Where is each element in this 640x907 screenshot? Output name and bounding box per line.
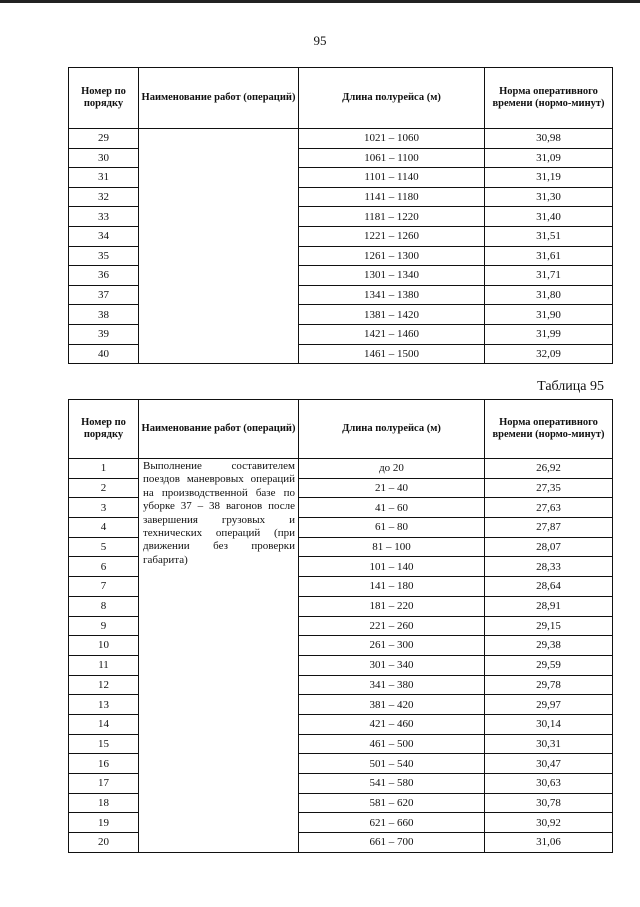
half-run-length: 581 – 620 — [299, 793, 485, 813]
time-norm: 29,38 — [485, 636, 613, 656]
row-number: 33 — [69, 207, 139, 227]
time-norm: 27,87 — [485, 518, 613, 538]
row-number: 6 — [69, 557, 139, 577]
row-number: 40 — [69, 344, 139, 364]
time-norm: 31,40 — [485, 207, 613, 227]
time-norm: 31,90 — [485, 305, 613, 325]
time-norm: 26,92 — [485, 459, 613, 479]
page-number: 95 — [313, 33, 327, 48]
row-number: 16 — [69, 754, 139, 774]
row-number: 15 — [69, 734, 139, 754]
table-row — [69, 129, 613, 149]
row-number: 34 — [69, 226, 139, 246]
half-run-length: 61 – 80 — [299, 518, 485, 538]
time-norm: 30,63 — [485, 774, 613, 794]
header-half-run-length: Длина полурейса (м) — [299, 68, 485, 129]
work-description: Выполнение составителем поездов маневровых операций на производственной базе по уборке 37 – 38 вагонов после завершения грузовых и технических операций (при движении без проверки габарита) — [139, 459, 299, 853]
table1-body — [69, 129, 613, 364]
table-caption: Таблица 95 — [537, 379, 604, 394]
time-norm: 29,59 — [485, 655, 613, 675]
row-number: 7 — [69, 577, 139, 597]
half-run-length: 141 – 180 — [299, 577, 485, 597]
time-norm: 28,64 — [485, 577, 613, 597]
time-norm: 30,47 — [485, 754, 613, 774]
half-run-length: 1341 – 1380 — [299, 285, 485, 305]
time-norm: 31,51 — [485, 226, 613, 246]
half-run-length: 421 – 460 — [299, 714, 485, 734]
row-number: 11 — [69, 655, 139, 675]
half-run-length: 1101 – 1140 — [299, 168, 485, 188]
half-run-length: 661 – 700 — [299, 833, 485, 853]
half-run-length: 81 – 100 — [299, 537, 485, 557]
time-norm: 28,33 — [485, 557, 613, 577]
norms-table-continued — [68, 67, 613, 364]
work-description — [139, 129, 299, 364]
header-work-name: Наименование работ (операций) — [139, 68, 299, 129]
half-run-length: 21 – 40 — [299, 478, 485, 498]
time-norm: 28,91 — [485, 596, 613, 616]
half-run-length: 541 – 580 — [299, 774, 485, 794]
half-run-length: 1181 – 1220 — [299, 207, 485, 227]
half-run-length: 1301 – 1340 — [299, 266, 485, 286]
half-run-length: 1061 – 1100 — [299, 148, 485, 168]
row-number: 2 — [69, 478, 139, 498]
table-row — [69, 459, 613, 479]
time-norm: 31,99 — [485, 324, 613, 344]
half-run-length: 621 – 660 — [299, 813, 485, 833]
time-norm: 30,14 — [485, 714, 613, 734]
row-number: 39 — [69, 324, 139, 344]
half-run-length: 1421 – 1460 — [299, 324, 485, 344]
half-run-length: 1021 – 1060 — [299, 129, 485, 149]
table2-body — [69, 459, 613, 853]
row-number: 4 — [69, 518, 139, 538]
time-norm: 31,09 — [485, 148, 613, 168]
time-norm: 27,35 — [485, 478, 613, 498]
half-run-length: 221 – 260 — [299, 616, 485, 636]
half-run-length: 1261 – 1300 — [299, 246, 485, 266]
row-number: 13 — [69, 695, 139, 715]
header-number: Номер по порядку — [69, 68, 139, 129]
row-number: 12 — [69, 675, 139, 695]
time-norm: 31,06 — [485, 833, 613, 853]
row-number: 10 — [69, 636, 139, 656]
half-run-length: 1381 – 1420 — [299, 305, 485, 325]
row-number: 20 — [69, 833, 139, 853]
row-number: 8 — [69, 596, 139, 616]
time-norm: 27,63 — [485, 498, 613, 518]
half-run-length: 1221 – 1260 — [299, 226, 485, 246]
row-number: 3 — [69, 498, 139, 518]
time-norm: 29,15 — [485, 616, 613, 636]
header-time-norm: Норма оперативного времени (нормо-минут) — [485, 400, 613, 459]
half-run-length: 301 – 340 — [299, 655, 485, 675]
header-time-norm: Норма оперативного времени (нормо-минут) — [485, 68, 613, 129]
half-run-length: 461 – 500 — [299, 734, 485, 754]
time-norm: 29,97 — [485, 695, 613, 715]
half-run-length: 261 – 300 — [299, 636, 485, 656]
half-run-length: 41 – 60 — [299, 498, 485, 518]
row-number: 17 — [69, 774, 139, 794]
half-run-length: 1141 – 1180 — [299, 187, 485, 207]
time-norm: 31,61 — [485, 246, 613, 266]
header-work-name: Наименование работ (операций) — [139, 400, 299, 459]
row-number: 31 — [69, 168, 139, 188]
row-number: 32 — [69, 187, 139, 207]
row-number: 9 — [69, 616, 139, 636]
half-run-length: 501 – 540 — [299, 754, 485, 774]
half-run-length: 341 – 380 — [299, 675, 485, 695]
row-number: 19 — [69, 813, 139, 833]
top-border-line — [0, 0, 640, 3]
row-number: 36 — [69, 266, 139, 286]
time-norm: 30,92 — [485, 813, 613, 833]
time-norm: 28,07 — [485, 537, 613, 557]
time-norm: 30,31 — [485, 734, 613, 754]
row-number: 35 — [69, 246, 139, 266]
time-norm: 30,98 — [485, 129, 613, 149]
header-number: Номер по порядку — [69, 400, 139, 459]
time-norm: 31,30 — [485, 187, 613, 207]
row-number: 18 — [69, 793, 139, 813]
time-norm: 31,80 — [485, 285, 613, 305]
time-norm: 31,71 — [485, 266, 613, 286]
time-norm: 30,78 — [485, 793, 613, 813]
time-norm: 32,09 — [485, 344, 613, 364]
half-run-length: 181 – 220 — [299, 596, 485, 616]
row-number: 37 — [69, 285, 139, 305]
half-run-length: до 20 — [299, 459, 485, 479]
row-number: 38 — [69, 305, 139, 325]
norms-table-95 — [68, 399, 613, 853]
row-number: 29 — [69, 129, 139, 149]
time-norm: 31,19 — [485, 168, 613, 188]
row-number: 1 — [69, 459, 139, 479]
row-number: 30 — [69, 148, 139, 168]
row-number: 5 — [69, 537, 139, 557]
time-norm: 29,78 — [485, 675, 613, 695]
half-run-length: 101 – 140 — [299, 557, 485, 577]
half-run-length: 381 – 420 — [299, 695, 485, 715]
half-run-length: 1461 – 1500 — [299, 344, 485, 364]
row-number: 14 — [69, 714, 139, 734]
header-half-run-length: Длина полурейса (м) — [299, 400, 485, 459]
